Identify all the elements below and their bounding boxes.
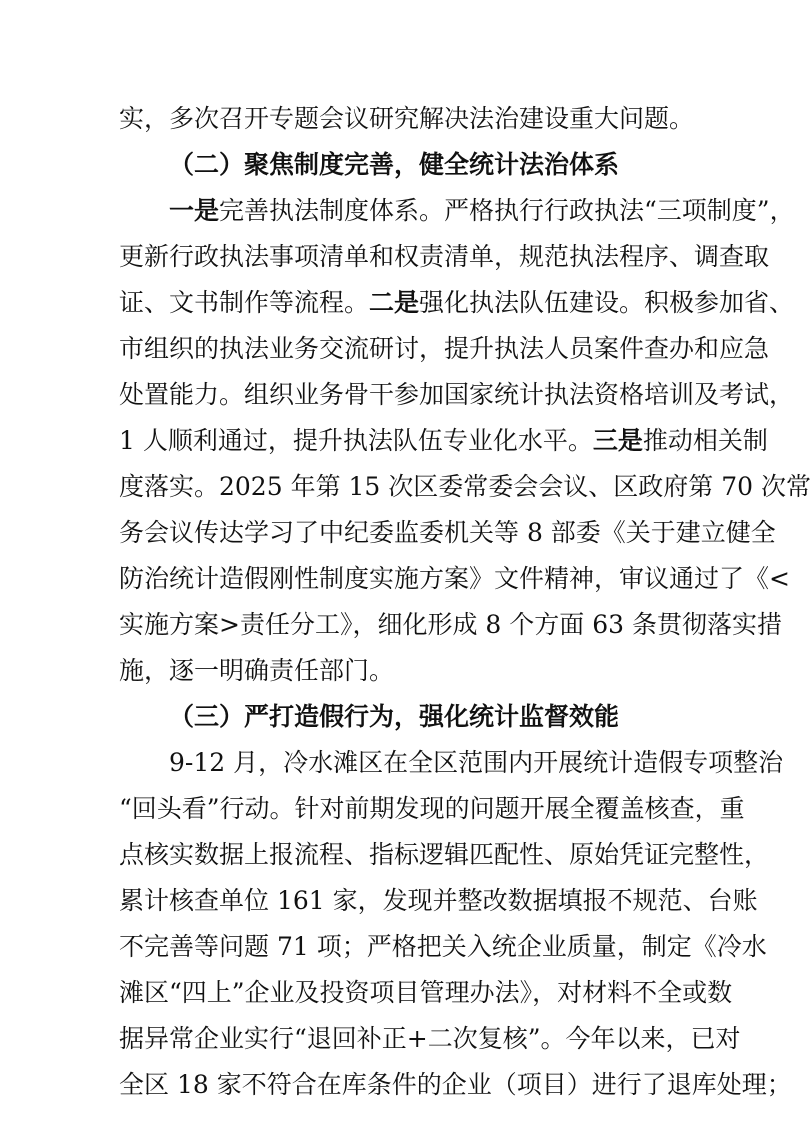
text-line-3 bbox=[169, 188, 795, 234]
text: 滩区“四上”企业及投资项目管理办法》，对材料不全或数 bbox=[119, 978, 733, 1007]
text-line-22 bbox=[119, 1062, 792, 1108]
text-line-6 bbox=[119, 326, 770, 372]
lead-label-third: 三是 bbox=[592, 426, 643, 455]
text-line-4 bbox=[119, 234, 770, 280]
text: 强化执法队伍建设。积极参加省、 bbox=[419, 288, 795, 317]
text: 市组织的执法业务交流研讨，提升执法人员案件查办和应急 bbox=[119, 334, 770, 363]
text-line-21 bbox=[119, 1016, 741, 1062]
text: 不完善等问题 71 项；严格把关入统企业质量，制定《冷水 bbox=[119, 932, 767, 961]
text: 务会议传达学习了中纪委监委机关等 8 部委《关于建立健全 bbox=[119, 518, 776, 547]
text: 点核实数据上报流程、指标逻辑匹配性、原始凭证完整性， bbox=[119, 840, 770, 869]
text-line-20 bbox=[119, 970, 733, 1016]
text: 完善执法制度体系。严格执行行政执法“三项制度”， bbox=[219, 196, 795, 225]
text-line-12 bbox=[119, 602, 782, 648]
text: 据异常企业实行“退回补正+二次复核”。今年以来，已对 bbox=[119, 1024, 741, 1053]
text-line-16 bbox=[119, 786, 745, 832]
text-line-5 bbox=[119, 280, 795, 326]
heading-text: （三）严打造假行为，强化统计监督效能 bbox=[169, 702, 620, 731]
text: 更新行政执法事项清单和权责清单，规范执法程序、调查取 bbox=[119, 242, 770, 271]
lead-label-first: 一是 bbox=[169, 196, 220, 225]
text: 实，多次召开专题会议研究解决法治建设重大问题。 bbox=[119, 104, 695, 133]
text-line-7 bbox=[119, 372, 795, 418]
text: 度落实。2025 年第 15 次区委常委会会议、区政府第 70 次常 bbox=[119, 472, 811, 501]
text-line-8 bbox=[119, 418, 768, 464]
text: 1 人顺利通过，提升执法队伍专业化水平。 bbox=[119, 426, 593, 455]
text-line-13 bbox=[119, 648, 679, 694]
text: 处置能力。组织业务骨干参加国家统计执法资格培训及考试， bbox=[119, 380, 795, 409]
heading-text: （二）聚焦制度完善，健全统计法治体系 bbox=[169, 150, 620, 179]
text-line-15 bbox=[169, 740, 784, 786]
text-line-17 bbox=[119, 832, 770, 878]
text: 施，逐一明确责任部门。 bbox=[119, 656, 395, 685]
text-line-1 bbox=[119, 96, 695, 142]
text: 证、文书制作等流程。 bbox=[119, 288, 370, 317]
text: “回头看”行动。针对前期发现的问题开展全覆盖核查，重 bbox=[119, 794, 745, 823]
text: 全区 18 家不符合在库条件的企业（项目）进行了退库处理； bbox=[119, 1070, 792, 1099]
section-heading-2 bbox=[169, 142, 629, 188]
text-line-9 bbox=[119, 464, 811, 510]
text: 防治统计造假刚性制度实施方案》文件精神，审议通过了《< bbox=[119, 564, 790, 593]
text: 推动相关制 bbox=[642, 426, 768, 455]
text: 累计核查单位 161 家，发现并整改数据填报不规范、台账 bbox=[119, 886, 758, 915]
text-line-19 bbox=[119, 924, 767, 970]
text: 9-12 月，冷水滩区在全区范围内开展统计造假专项整治 bbox=[169, 748, 784, 777]
text-line-11 bbox=[119, 556, 790, 602]
text-line-10 bbox=[119, 510, 776, 556]
lead-label-second: 二是 bbox=[369, 288, 420, 317]
section-heading-3 bbox=[169, 694, 629, 740]
text: 实施方案>责任分工》，细化形成 8 个方面 63 条贯彻落实措 bbox=[119, 610, 782, 639]
text-line-18 bbox=[119, 878, 758, 924]
